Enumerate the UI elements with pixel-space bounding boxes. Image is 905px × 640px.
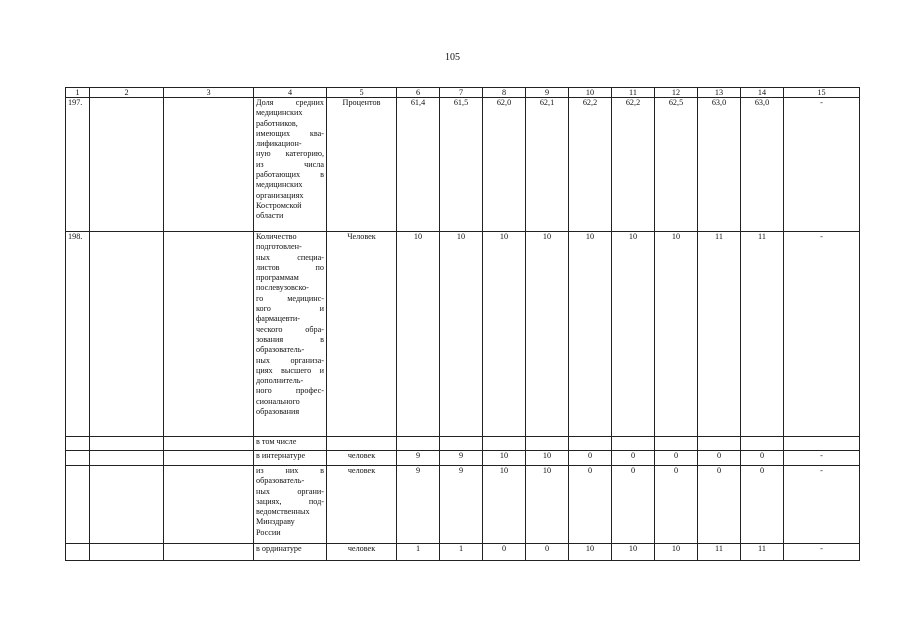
description-line: области [256, 211, 284, 221]
description-line: организациях [256, 190, 304, 200]
indicator-description [254, 232, 327, 437]
value-cell: 10 [526, 466, 569, 544]
description-line: сионального [256, 396, 300, 406]
description-line: ческого обра- [256, 324, 324, 334]
value-cell: 62,2 [612, 98, 655, 232]
description-line: медицинских [256, 180, 303, 190]
description-line: ную категорию, [256, 149, 324, 159]
description-line: образования [256, 407, 300, 417]
value-cell: 0 [569, 466, 612, 544]
description-line: листов по [256, 262, 324, 272]
value-cell: - [784, 466, 860, 544]
header-cell: 12 [655, 88, 698, 98]
value-cell: 61,4 [397, 98, 440, 232]
value-cell: 10 [440, 232, 483, 437]
value-cell: 0 [655, 451, 698, 466]
description-line: зования в [256, 334, 324, 344]
row-number [66, 544, 90, 561]
value-cell: - [784, 451, 860, 466]
value-cell [741, 437, 784, 451]
unit-cell: человек [327, 451, 397, 466]
description-line: кого и [256, 304, 324, 314]
unit-cell: Человек [327, 232, 397, 437]
table-row [66, 232, 860, 437]
empty-cell [90, 544, 164, 561]
header-cell: 11 [612, 88, 655, 98]
description-line: медицинских [256, 108, 303, 118]
table-row [66, 466, 860, 544]
description-line: фармацевти- [256, 314, 301, 324]
value-cell: 0 [483, 544, 526, 561]
value-cell: 0 [655, 466, 698, 544]
value-cell: 63,0 [741, 98, 784, 232]
indicator-description [254, 98, 327, 232]
value-cell: 9 [440, 451, 483, 466]
description-line: работающих в [256, 170, 324, 180]
value-cell: 10 [569, 232, 612, 437]
value-cell: 1 [440, 544, 483, 561]
value-cell [569, 437, 612, 451]
empty-cell [90, 451, 164, 466]
indicator-description [254, 451, 327, 466]
header-cell: 7 [440, 88, 483, 98]
row-number [66, 451, 90, 466]
description-line: имеющих ква- [256, 128, 324, 138]
description-line: подготовлен- [256, 242, 302, 252]
empty-cell [90, 437, 164, 451]
description-line: послевузовско- [256, 283, 309, 293]
description-line: го медицинс- [256, 293, 324, 303]
value-cell [612, 437, 655, 451]
value-cell: 0 [698, 466, 741, 544]
value-cell: 10 [526, 451, 569, 466]
value-cell: 0 [741, 451, 784, 466]
value-cell: 10 [483, 451, 526, 466]
value-cell: 11 [698, 544, 741, 561]
value-cell: 10 [569, 544, 612, 561]
value-cell: 0 [612, 451, 655, 466]
value-cell: 62,0 [483, 98, 526, 232]
description-line: из числа [256, 159, 324, 169]
value-cell [483, 437, 526, 451]
value-cell: 63,0 [698, 98, 741, 232]
value-cell: 10 [483, 466, 526, 544]
header-cell: 4 [254, 88, 327, 98]
description-line: образователь- [256, 476, 305, 486]
value-cell: 10 [655, 232, 698, 437]
description-line: России [256, 527, 281, 537]
value-cell: 9 [397, 466, 440, 544]
value-cell: 0 [698, 451, 741, 466]
value-cell [397, 437, 440, 451]
description-line: из них в [256, 466, 324, 475]
value-cell: 62,2 [569, 98, 612, 232]
value-cell: 61,5 [440, 98, 483, 232]
value-cell [655, 437, 698, 451]
header-cell: 10 [569, 88, 612, 98]
header-cell: 3 [164, 88, 254, 98]
description-line: в том числе [256, 437, 297, 446]
table-row [66, 437, 860, 451]
unit-cell: Процентов [327, 98, 397, 232]
value-cell [784, 437, 860, 451]
value-cell: 0 [612, 466, 655, 544]
description-line: циях высшего и [256, 365, 324, 375]
value-cell: 10 [612, 544, 655, 561]
row-number: 197. [66, 98, 90, 232]
value-cell: 10 [655, 544, 698, 561]
value-cell [526, 437, 569, 451]
description-line: лификацион- [256, 139, 302, 149]
description-line: Минздраву [256, 517, 295, 527]
indicator-description [254, 437, 327, 451]
description-line: ного профес- [256, 386, 324, 396]
value-cell: - [784, 232, 860, 437]
description-line: в интернатуре [256, 451, 306, 460]
value-cell: 62,5 [655, 98, 698, 232]
header-cell: 9 [526, 88, 569, 98]
value-cell: 0 [741, 466, 784, 544]
row-number: 198. [66, 232, 90, 437]
empty-cell [164, 466, 254, 544]
table-row [66, 98, 860, 232]
description-line: образователь- [256, 345, 305, 355]
unit-cell: человек [327, 544, 397, 561]
empty-cell [90, 98, 164, 232]
value-cell: - [784, 98, 860, 232]
header-cell: 15 [784, 88, 860, 98]
empty-cell [164, 232, 254, 437]
empty-cell [164, 98, 254, 232]
value-cell: 9 [397, 451, 440, 466]
description-line: работников, [256, 118, 298, 128]
description-line: в ординатуре [256, 544, 302, 553]
value-cell: 11 [698, 232, 741, 437]
row-number [66, 466, 90, 544]
description-line: зациях, под- [256, 496, 324, 506]
page-number: 105 [445, 52, 460, 63]
value-cell: 0 [569, 451, 612, 466]
empty-cell [164, 451, 254, 466]
value-cell: - [784, 544, 860, 561]
unit-cell: человек [327, 466, 397, 544]
value-cell: 11 [741, 544, 784, 561]
value-cell: 62,1 [526, 98, 569, 232]
value-cell [440, 437, 483, 451]
value-cell: 11 [741, 232, 784, 437]
header-cell: 14 [741, 88, 784, 98]
description-line: Костромской [256, 200, 302, 210]
value-cell: 10 [483, 232, 526, 437]
empty-cell [164, 437, 254, 451]
row-number [66, 437, 90, 451]
value-cell: 10 [526, 232, 569, 437]
header-cell: 13 [698, 88, 741, 98]
header-cell: 1 [66, 88, 90, 98]
table-row [66, 544, 860, 561]
header-cell: 5 [327, 88, 397, 98]
empty-cell [90, 466, 164, 544]
description-line: дополнитель- [256, 376, 304, 386]
table-row [66, 451, 860, 466]
description-line: ведомственных [256, 507, 310, 517]
description-line: ных специа- [256, 252, 324, 262]
value-cell: 0 [526, 544, 569, 561]
value-cell [698, 437, 741, 451]
value-cell: 9 [440, 466, 483, 544]
indicator-description [254, 466, 327, 544]
header-cell: 8 [483, 88, 526, 98]
description-line: ных органи- [256, 486, 324, 496]
indicator-table [65, 87, 860, 561]
header-cell: 2 [90, 88, 164, 98]
value-cell: 10 [397, 232, 440, 437]
unit-cell [327, 437, 397, 451]
description-line: ных организа- [256, 355, 324, 365]
indicator-description [254, 544, 327, 561]
table-header-row [66, 88, 860, 98]
empty-cell [90, 232, 164, 437]
description-line: программам [256, 273, 299, 283]
description-line: Количество [256, 232, 297, 241]
empty-cell [164, 544, 254, 561]
value-cell: 10 [612, 232, 655, 437]
value-cell: 1 [397, 544, 440, 561]
header-cell: 6 [397, 88, 440, 98]
description-line: Доля средних [256, 98, 324, 107]
